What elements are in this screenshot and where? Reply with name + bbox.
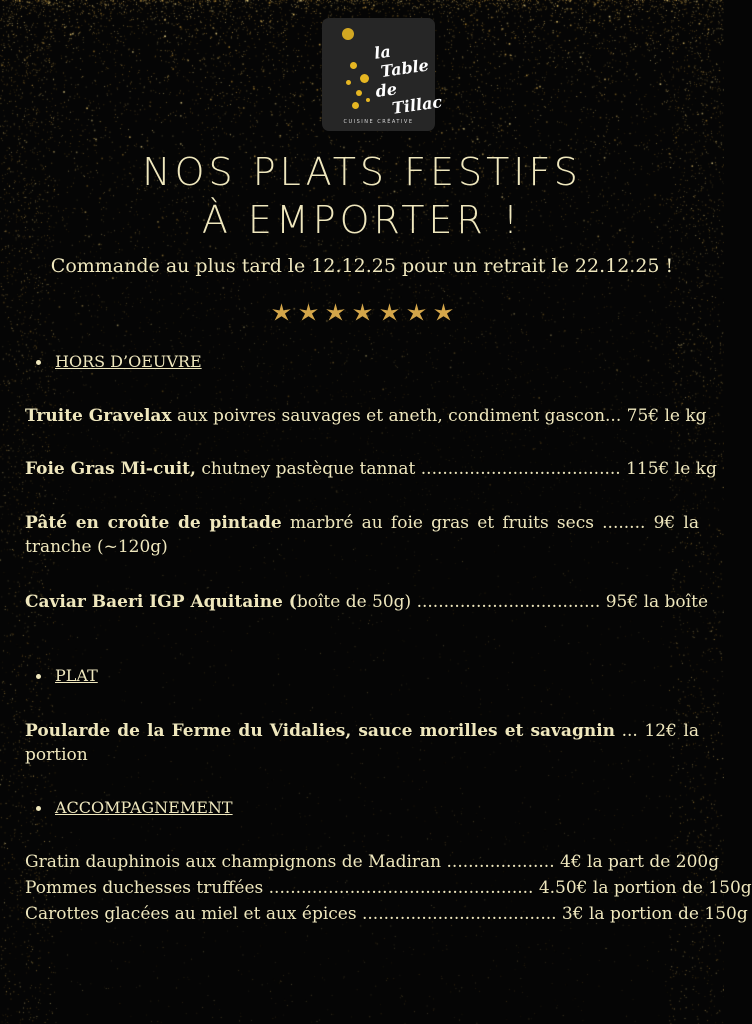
section-heading-hors-doeuvre: HORS D’OEUVRE [36,352,202,371]
restaurant-logo [322,18,444,131]
star-icon [403,300,430,326]
side-dish-item: Gratin dauphinois aux champignons de Madiran .................... 4€ la part de 200g [25,852,720,872]
logo-caption: CUISINE CRÉATIVE [343,119,414,125]
bullet-icon [36,360,41,365]
menu-item: Truite Gravelax aux poivres sauvages et aneth, condiment gascon... 75€ le kg [25,406,707,426]
bullet-icon [36,674,41,679]
star-icon [430,300,457,326]
star-icon [349,300,376,326]
menu-item: Caviar Baeri IGP Aquitaine (boîte de 50g) .................................. 95€ la boîte [25,592,708,612]
star-icon [268,300,295,326]
page-title-line-2: À EMPORTER ! [201,198,523,242]
page-title-line-1: NOS PLATS FESTIFS [142,150,582,194]
star-icon [322,300,349,326]
order-deadline-subtitle: Commande au plus tard le 12.12.25 pour un retrait le 22.12.25 ! [50,255,674,277]
bullet-icon [36,806,41,811]
section-heading-accompagnement: ACCOMPAGNEMENT [36,798,233,817]
side-dish-item: Carottes glacées au miel et aux épices .................................... 3€ la portion de 150g [25,904,748,924]
menu-item: Poularde de la Ferme du Vidalies, sauce morilles et savagnin ... 12€ la portion [25,721,699,765]
menu-item: Foie Gras Mi-cuit, chutney pastèque tannat ..................................... 115€ le kg [25,459,717,479]
menu-item: Pâté en croûte de pintade marbré au foie gras et fruits secs ........ 9€ la tranche (~120g) [25,513,700,557]
star-icon [376,300,403,326]
section-heading-plat: PLAT [36,666,98,685]
side-dish-item: Pommes duchesses truffées ................................................. 4.50€ la portion de 150g [25,878,752,898]
star-icon [295,300,322,326]
star-divider [0,300,724,326]
logo-wordmark: la Table de Tillac [372,41,444,118]
